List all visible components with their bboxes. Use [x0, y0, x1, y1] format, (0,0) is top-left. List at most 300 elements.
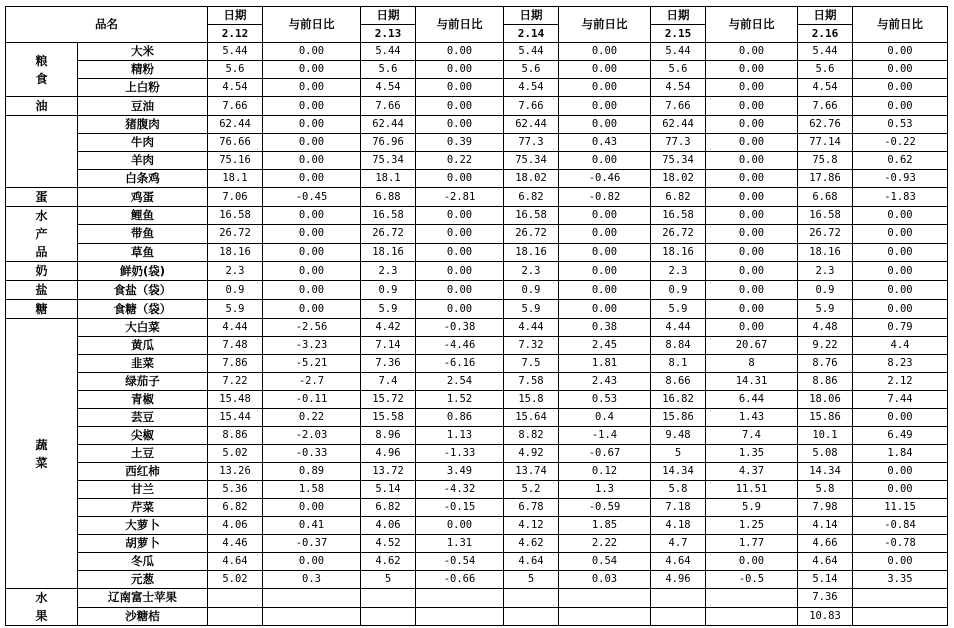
change-cell[interactable]: 0.22: [263, 409, 361, 427]
change-cell[interactable]: -0.15: [416, 499, 504, 517]
price-cell[interactable]: 0.9: [361, 281, 416, 300]
change-cell[interactable]: 0.38: [559, 319, 651, 337]
change-cell[interactable]: 0.00: [416, 243, 504, 261]
price-cell[interactable]: 4.48: [798, 319, 853, 337]
change-header-cell[interactable]: 与前日比: [559, 7, 651, 43]
price-cell[interactable]: 4.44: [504, 319, 559, 337]
price-cell[interactable]: 7.5: [504, 355, 559, 373]
price-cell[interactable]: 15.58: [361, 409, 416, 427]
change-cell[interactable]: [853, 607, 948, 626]
price-cell[interactable]: 4.64: [208, 553, 263, 571]
price-cell[interactable]: 7.36: [798, 589, 853, 608]
change-cell[interactable]: 0.00: [706, 152, 798, 170]
item-name-cell[interactable]: 沙糖桔: [78, 607, 208, 626]
price-cell[interactable]: 5.44: [651, 43, 706, 61]
change-cell[interactable]: 0.00: [853, 207, 948, 225]
price-cell[interactable]: 5.6: [208, 61, 263, 79]
item-name-cell[interactable]: 绿茄子: [78, 373, 208, 391]
change-cell[interactable]: -0.93: [853, 170, 948, 188]
price-cell[interactable]: 5.8: [798, 481, 853, 499]
change-cell[interactable]: 0.00: [559, 61, 651, 79]
price-cell[interactable]: 62.44: [651, 116, 706, 134]
price-cell[interactable]: 75.34: [361, 152, 416, 170]
change-cell[interactable]: -1.4: [559, 427, 651, 445]
change-cell[interactable]: 0.00: [706, 134, 798, 152]
change-cell[interactable]: 0.00: [263, 243, 361, 261]
change-cell[interactable]: [263, 589, 361, 608]
price-cell[interactable]: 17.86: [798, 170, 853, 188]
item-name-cell[interactable]: 青椒: [78, 391, 208, 409]
change-cell[interactable]: 0.00: [263, 97, 361, 116]
change-cell[interactable]: [416, 589, 504, 608]
price-cell[interactable]: 75.8: [798, 152, 853, 170]
change-cell[interactable]: 3.49: [416, 463, 504, 481]
item-name-cell[interactable]: 鲜奶(袋): [78, 262, 208, 281]
change-cell[interactable]: 7.4: [706, 427, 798, 445]
price-cell[interactable]: 5.6: [798, 61, 853, 79]
price-cell[interactable]: 6.68: [798, 188, 853, 207]
price-cell[interactable]: 15.48: [208, 391, 263, 409]
change-cell[interactable]: 1.43: [706, 409, 798, 427]
change-cell[interactable]: 0.00: [263, 79, 361, 97]
price-cell[interactable]: 5.9: [798, 300, 853, 319]
price-cell[interactable]: 4.92: [504, 445, 559, 463]
price-cell[interactable]: 5.02: [208, 571, 263, 589]
price-cell[interactable]: 18.1: [208, 170, 263, 188]
item-name-cell[interactable]: 食糖（袋）: [78, 300, 208, 319]
price-cell[interactable]: 18.16: [208, 243, 263, 261]
item-name-cell[interactable]: 尖椒: [78, 427, 208, 445]
change-cell[interactable]: -2.03: [263, 427, 361, 445]
item-name-cell[interactable]: 猪腹肉: [78, 116, 208, 134]
price-cell[interactable]: 18.02: [504, 170, 559, 188]
price-cell[interactable]: 9.48: [651, 427, 706, 445]
price-cell[interactable]: 10.1: [798, 427, 853, 445]
change-cell[interactable]: 0.53: [853, 116, 948, 134]
item-name-cell[interactable]: 芸豆: [78, 409, 208, 427]
change-cell[interactable]: 5.9: [706, 499, 798, 517]
price-cell[interactable]: 18.16: [361, 243, 416, 261]
change-cell[interactable]: 1.31: [416, 535, 504, 553]
change-cell[interactable]: [263, 607, 361, 626]
price-cell[interactable]: 4.62: [361, 553, 416, 571]
price-cell[interactable]: 8.96: [361, 427, 416, 445]
price-cell[interactable]: 16.58: [651, 207, 706, 225]
price-cell[interactable]: 77.3: [651, 134, 706, 152]
date-cell[interactable]: 2.15: [651, 25, 706, 43]
change-cell[interactable]: -2.7: [263, 373, 361, 391]
change-cell[interactable]: 0.00: [706, 97, 798, 116]
price-cell[interactable]: 7.58: [504, 373, 559, 391]
price-cell[interactable]: 26.72: [361, 225, 416, 243]
change-cell[interactable]: -0.46: [559, 170, 651, 188]
price-cell[interactable]: 4.18: [651, 517, 706, 535]
price-cell[interactable]: 62.44: [208, 116, 263, 134]
item-name-cell[interactable]: 冬瓜: [78, 553, 208, 571]
price-cell[interactable]: 4.46: [208, 535, 263, 553]
change-cell[interactable]: [706, 607, 798, 626]
price-cell[interactable]: 13.26: [208, 463, 263, 481]
price-cell[interactable]: 4.14: [798, 517, 853, 535]
change-cell[interactable]: 0.00: [706, 61, 798, 79]
change-cell[interactable]: 0.00: [416, 79, 504, 97]
item-name-cell[interactable]: 羊肉: [78, 152, 208, 170]
item-name-cell[interactable]: 豆油: [78, 97, 208, 116]
change-cell[interactable]: 3.35: [853, 571, 948, 589]
change-cell[interactable]: 14.31: [706, 373, 798, 391]
change-cell[interactable]: 0.00: [853, 43, 948, 61]
price-cell[interactable]: 4.06: [208, 517, 263, 535]
change-cell[interactable]: 0.00: [853, 79, 948, 97]
item-header-cell[interactable]: 品名: [6, 7, 208, 43]
change-cell[interactable]: 0.3: [263, 571, 361, 589]
change-cell[interactable]: 0.00: [263, 262, 361, 281]
change-cell[interactable]: 0.00: [416, 517, 504, 535]
change-cell[interactable]: 0.00: [263, 499, 361, 517]
price-cell[interactable]: 15.72: [361, 391, 416, 409]
item-name-cell[interactable]: 西红柿: [78, 463, 208, 481]
price-cell[interactable]: 4.54: [361, 79, 416, 97]
change-cell[interactable]: -1.83: [853, 188, 948, 207]
change-cell[interactable]: 0.00: [559, 243, 651, 261]
price-cell[interactable]: 7.06: [208, 188, 263, 207]
price-cell[interactable]: 16.58: [798, 207, 853, 225]
change-cell[interactable]: 1.25: [706, 517, 798, 535]
price-cell[interactable]: [504, 589, 559, 608]
price-cell[interactable]: 4.12: [504, 517, 559, 535]
change-cell[interactable]: 0.00: [416, 225, 504, 243]
price-cell[interactable]: 4.96: [361, 445, 416, 463]
price-cell[interactable]: 7.66: [361, 97, 416, 116]
price-cell[interactable]: 15.86: [651, 409, 706, 427]
price-cell[interactable]: 5.9: [208, 300, 263, 319]
price-cell[interactable]: 76.96: [361, 134, 416, 152]
price-cell[interactable]: 5.44: [361, 43, 416, 61]
price-cell[interactable]: 7.32: [504, 337, 559, 355]
change-cell[interactable]: 0.00: [853, 281, 948, 300]
change-cell[interactable]: 0.00: [706, 170, 798, 188]
price-cell[interactable]: 4.96: [651, 571, 706, 589]
price-cell[interactable]: 2.3: [798, 262, 853, 281]
price-cell[interactable]: 2.3: [504, 262, 559, 281]
change-cell[interactable]: 0.00: [706, 79, 798, 97]
price-cell[interactable]: 8.66: [651, 373, 706, 391]
price-cell[interactable]: 4.44: [208, 319, 263, 337]
price-cell[interactable]: 4.54: [651, 79, 706, 97]
change-cell[interactable]: 2.22: [559, 535, 651, 553]
price-cell[interactable]: 6.78: [504, 499, 559, 517]
change-cell[interactable]: 0.22: [416, 152, 504, 170]
change-cell[interactable]: 1.81: [559, 355, 651, 373]
item-name-cell[interactable]: 大萝卜: [78, 517, 208, 535]
change-cell[interactable]: 0.00: [263, 116, 361, 134]
price-cell[interactable]: 7.4: [361, 373, 416, 391]
item-name-cell[interactable]: 甘兰: [78, 481, 208, 499]
price-cell[interactable]: 14.34: [798, 463, 853, 481]
change-cell[interactable]: 0.00: [853, 481, 948, 499]
price-cell[interactable]: 16.82: [651, 391, 706, 409]
change-cell[interactable]: 0.39: [416, 134, 504, 152]
price-cell[interactable]: 18.16: [651, 243, 706, 261]
price-cell[interactable]: 4.54: [208, 79, 263, 97]
change-header-cell[interactable]: 与前日比: [263, 7, 361, 43]
price-cell[interactable]: 62.44: [504, 116, 559, 134]
price-cell[interactable]: 5: [651, 445, 706, 463]
change-cell[interactable]: 0.00: [416, 262, 504, 281]
change-cell[interactable]: 0.00: [706, 281, 798, 300]
price-cell[interactable]: 5.6: [504, 61, 559, 79]
price-cell[interactable]: 5.8: [651, 481, 706, 499]
price-cell[interactable]: 5.08: [798, 445, 853, 463]
price-cell[interactable]: 18.06: [798, 391, 853, 409]
item-name-cell[interactable]: 牛肉: [78, 134, 208, 152]
price-cell[interactable]: 26.72: [798, 225, 853, 243]
change-cell[interactable]: 0.00: [559, 225, 651, 243]
change-cell[interactable]: 0.00: [706, 262, 798, 281]
price-cell[interactable]: 4.64: [798, 553, 853, 571]
change-cell[interactable]: 0.00: [559, 300, 651, 319]
price-cell[interactable]: 5.44: [504, 43, 559, 61]
change-cell[interactable]: -3.23: [263, 337, 361, 355]
change-cell[interactable]: 1.58: [263, 481, 361, 499]
price-cell[interactable]: 0.9: [208, 281, 263, 300]
change-cell[interactable]: 2.43: [559, 373, 651, 391]
change-cell[interactable]: -0.67: [559, 445, 651, 463]
change-cell[interactable]: 11.15: [853, 499, 948, 517]
price-cell[interactable]: 75.34: [504, 152, 559, 170]
change-cell[interactable]: 0.00: [706, 43, 798, 61]
price-cell[interactable]: 18.1: [361, 170, 416, 188]
change-cell[interactable]: -1.33: [416, 445, 504, 463]
change-cell[interactable]: 4.4: [853, 337, 948, 355]
price-cell[interactable]: 5.14: [798, 571, 853, 589]
change-cell[interactable]: 1.52: [416, 391, 504, 409]
change-cell[interactable]: 8: [706, 355, 798, 373]
change-cell[interactable]: 2.12: [853, 373, 948, 391]
item-name-cell[interactable]: 大白菜: [78, 319, 208, 337]
price-cell[interactable]: 5.6: [651, 61, 706, 79]
price-cell[interactable]: 6.88: [361, 188, 416, 207]
price-cell[interactable]: 4.64: [651, 553, 706, 571]
change-cell[interactable]: 4.37: [706, 463, 798, 481]
price-cell[interactable]: 16.58: [504, 207, 559, 225]
price-cell[interactable]: 18.16: [504, 243, 559, 261]
price-cell[interactable]: 4.42: [361, 319, 416, 337]
change-cell[interactable]: 0.53: [559, 391, 651, 409]
price-cell[interactable]: 7.98: [798, 499, 853, 517]
change-header-cell[interactable]: 与前日比: [853, 7, 948, 43]
price-cell[interactable]: 62.44: [361, 116, 416, 134]
price-cell[interactable]: 5.2: [504, 481, 559, 499]
item-name-cell[interactable]: 芹菜: [78, 499, 208, 517]
change-cell[interactable]: 0.12: [559, 463, 651, 481]
change-cell[interactable]: 0.00: [263, 225, 361, 243]
price-cell[interactable]: 7.36: [361, 355, 416, 373]
price-cell[interactable]: 16.58: [361, 207, 416, 225]
change-cell[interactable]: [416, 607, 504, 626]
change-cell[interactable]: 0.00: [706, 553, 798, 571]
change-cell[interactable]: 0.00: [416, 281, 504, 300]
date-cell[interactable]: 2.13: [361, 25, 416, 43]
change-cell[interactable]: 0.00: [263, 43, 361, 61]
price-cell[interactable]: 0.9: [798, 281, 853, 300]
change-cell[interactable]: -0.22: [853, 134, 948, 152]
price-cell[interactable]: 7.86: [208, 355, 263, 373]
change-cell[interactable]: -6.16: [416, 355, 504, 373]
change-cell[interactable]: -0.84: [853, 517, 948, 535]
change-cell[interactable]: 0.00: [559, 281, 651, 300]
price-cell[interactable]: 5.9: [361, 300, 416, 319]
price-cell[interactable]: 15.86: [798, 409, 853, 427]
item-name-cell[interactable]: 食盐（袋）: [78, 281, 208, 300]
price-cell[interactable]: 13.74: [504, 463, 559, 481]
price-cell[interactable]: 77.14: [798, 134, 853, 152]
price-cell[interactable]: 76.66: [208, 134, 263, 152]
item-name-cell[interactable]: 精粉: [78, 61, 208, 79]
change-cell[interactable]: -0.45: [263, 188, 361, 207]
change-cell[interactable]: 0.00: [263, 300, 361, 319]
change-cell[interactable]: -0.54: [416, 553, 504, 571]
price-cell[interactable]: 7.66: [651, 97, 706, 116]
price-cell[interactable]: 9.22: [798, 337, 853, 355]
price-cell[interactable]: 10.83: [798, 607, 853, 626]
change-cell[interactable]: 0.00: [706, 243, 798, 261]
change-cell[interactable]: 0.00: [706, 188, 798, 207]
change-cell[interactable]: -2.56: [263, 319, 361, 337]
change-cell[interactable]: -0.66: [416, 571, 504, 589]
change-cell[interactable]: 0.79: [853, 319, 948, 337]
item-name-cell[interactable]: 带鱼: [78, 225, 208, 243]
price-cell[interactable]: 15.8: [504, 391, 559, 409]
change-cell[interactable]: 0.00: [853, 243, 948, 261]
change-cell[interactable]: -0.38: [416, 319, 504, 337]
change-cell[interactable]: -0.59: [559, 499, 651, 517]
change-cell[interactable]: -0.11: [263, 391, 361, 409]
price-cell[interactable]: 8.1: [651, 355, 706, 373]
change-cell[interactable]: 0.03: [559, 571, 651, 589]
change-cell[interactable]: 1.35: [706, 445, 798, 463]
change-cell[interactable]: 0.00: [263, 152, 361, 170]
change-header-cell[interactable]: 与前日比: [416, 7, 504, 43]
price-cell[interactable]: 75.34: [651, 152, 706, 170]
change-cell[interactable]: 0.54: [559, 553, 651, 571]
item-name-cell[interactable]: 胡萝卜: [78, 535, 208, 553]
item-name-cell[interactable]: 草鱼: [78, 243, 208, 261]
change-cell[interactable]: 0.89: [263, 463, 361, 481]
price-cell[interactable]: 0.9: [651, 281, 706, 300]
change-cell[interactable]: -2.81: [416, 188, 504, 207]
change-cell[interactable]: 0.00: [416, 97, 504, 116]
price-cell[interactable]: 5: [504, 571, 559, 589]
item-name-cell[interactable]: 元葱: [78, 571, 208, 589]
change-cell[interactable]: 0.00: [853, 553, 948, 571]
item-name-cell[interactable]: 黄瓜: [78, 337, 208, 355]
price-cell[interactable]: 6.82: [361, 499, 416, 517]
item-name-cell[interactable]: 韭菜: [78, 355, 208, 373]
change-cell[interactable]: 0.00: [416, 300, 504, 319]
date-header-cell[interactable]: 日期: [208, 7, 263, 25]
change-cell[interactable]: 0.00: [853, 300, 948, 319]
price-cell[interactable]: [208, 607, 263, 626]
change-cell[interactable]: [706, 589, 798, 608]
price-cell[interactable]: 4.66: [798, 535, 853, 553]
change-cell[interactable]: [559, 589, 651, 608]
price-cell[interactable]: 5.6: [361, 61, 416, 79]
price-cell[interactable]: 13.72: [361, 463, 416, 481]
change-cell[interactable]: 0.00: [853, 225, 948, 243]
change-cell[interactable]: 0.00: [263, 134, 361, 152]
change-cell[interactable]: 0.00: [706, 300, 798, 319]
item-name-cell[interactable]: 大米: [78, 43, 208, 61]
item-name-cell[interactable]: 鸡蛋: [78, 188, 208, 207]
price-cell[interactable]: 7.48: [208, 337, 263, 355]
price-cell[interactable]: 7.66: [208, 97, 263, 116]
change-cell[interactable]: 2.54: [416, 373, 504, 391]
change-cell[interactable]: 6.49: [853, 427, 948, 445]
change-cell[interactable]: 0.62: [853, 152, 948, 170]
price-cell[interactable]: 6.82: [651, 188, 706, 207]
price-cell[interactable]: 8.76: [798, 355, 853, 373]
change-cell[interactable]: [559, 607, 651, 626]
change-cell[interactable]: 0.00: [706, 116, 798, 134]
price-cell[interactable]: 4.64: [504, 553, 559, 571]
price-cell[interactable]: 2.3: [208, 262, 263, 281]
change-cell[interactable]: 0.00: [416, 207, 504, 225]
price-cell[interactable]: 5.9: [504, 300, 559, 319]
price-cell[interactable]: 8.86: [798, 373, 853, 391]
change-cell[interactable]: 0.00: [853, 463, 948, 481]
change-cell[interactable]: 0.43: [559, 134, 651, 152]
change-cell[interactable]: -4.46: [416, 337, 504, 355]
price-cell[interactable]: 15.44: [208, 409, 263, 427]
change-cell[interactable]: 0.00: [559, 116, 651, 134]
change-cell[interactable]: 0.00: [559, 97, 651, 116]
change-cell[interactable]: -0.33: [263, 445, 361, 463]
change-cell[interactable]: -0.37: [263, 535, 361, 553]
change-cell[interactable]: 0.00: [263, 207, 361, 225]
change-cell[interactable]: -5.21: [263, 355, 361, 373]
change-cell[interactable]: 0.4: [559, 409, 651, 427]
price-cell[interactable]: [361, 589, 416, 608]
price-cell[interactable]: 7.66: [504, 97, 559, 116]
change-cell[interactable]: 7.44: [853, 391, 948, 409]
change-cell[interactable]: 1.77: [706, 535, 798, 553]
price-cell[interactable]: 7.22: [208, 373, 263, 391]
change-cell[interactable]: 8.23: [853, 355, 948, 373]
price-cell[interactable]: 18.16: [798, 243, 853, 261]
change-cell[interactable]: 0.00: [416, 116, 504, 134]
change-cell[interactable]: 0.00: [706, 319, 798, 337]
date-header-cell[interactable]: 日期: [798, 7, 853, 25]
change-cell[interactable]: 0.00: [559, 43, 651, 61]
change-cell[interactable]: 0.00: [853, 262, 948, 281]
date-cell[interactable]: 2.12: [208, 25, 263, 43]
change-cell[interactable]: -0.82: [559, 188, 651, 207]
change-cell[interactable]: 0.86: [416, 409, 504, 427]
price-cell[interactable]: 4.44: [651, 319, 706, 337]
price-cell[interactable]: 16.58: [208, 207, 263, 225]
price-cell[interactable]: 5.9: [651, 300, 706, 319]
date-cell[interactable]: 2.14: [504, 25, 559, 43]
price-cell[interactable]: 8.86: [208, 427, 263, 445]
change-cell[interactable]: 0.00: [559, 152, 651, 170]
change-cell[interactable]: 1.3: [559, 481, 651, 499]
price-cell[interactable]: 5.36: [208, 481, 263, 499]
item-name-cell[interactable]: 白条鸡: [78, 170, 208, 188]
price-cell[interactable]: 7.14: [361, 337, 416, 355]
change-cell[interactable]: 1.84: [853, 445, 948, 463]
price-cell[interactable]: 26.72: [651, 225, 706, 243]
